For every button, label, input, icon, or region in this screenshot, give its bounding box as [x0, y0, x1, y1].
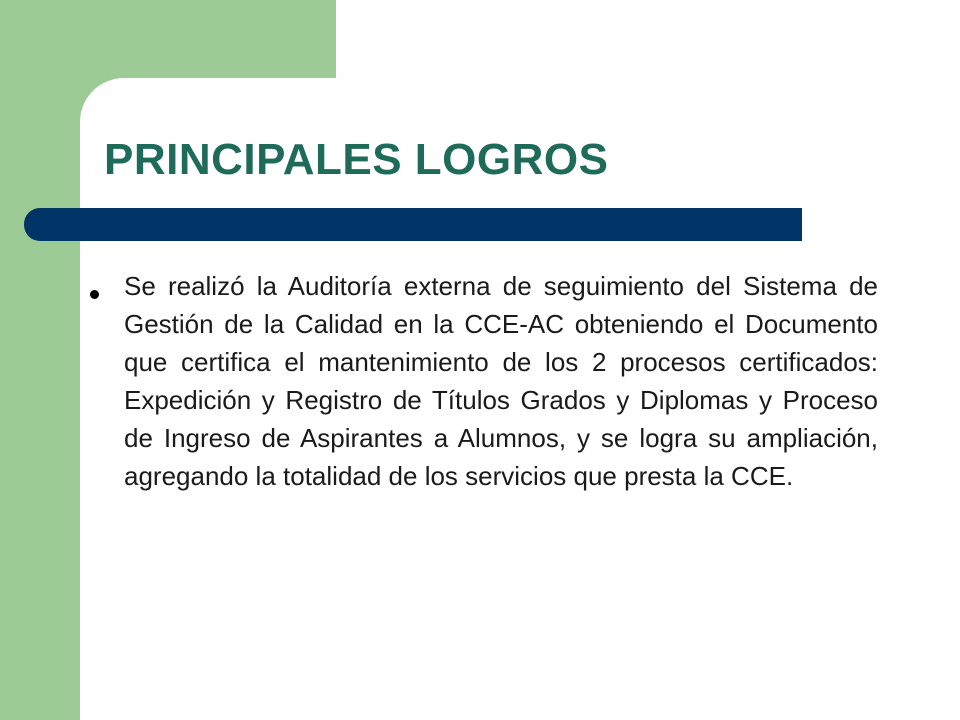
bullet-dot-icon [90, 290, 99, 299]
title-underline-bar [24, 208, 802, 241]
slide-title: PRINCIPALES LOGROS [104, 135, 609, 184]
bullet-text: Se realizó la Auditoría externa de seguimiento del Sistema de Gestión de la Calidad en la CCE-AC obteniendo el Documento que certifica el mantenimiento de los 2 procesos certificados: Expedición y Registro de Títulos Grados y Diplomas y Proceso de Ingreso de Aspirantes a Alumnos, y se logra su ampliación, agregando la totalidad de los servicios que presta la CCE. [124, 271, 878, 491]
